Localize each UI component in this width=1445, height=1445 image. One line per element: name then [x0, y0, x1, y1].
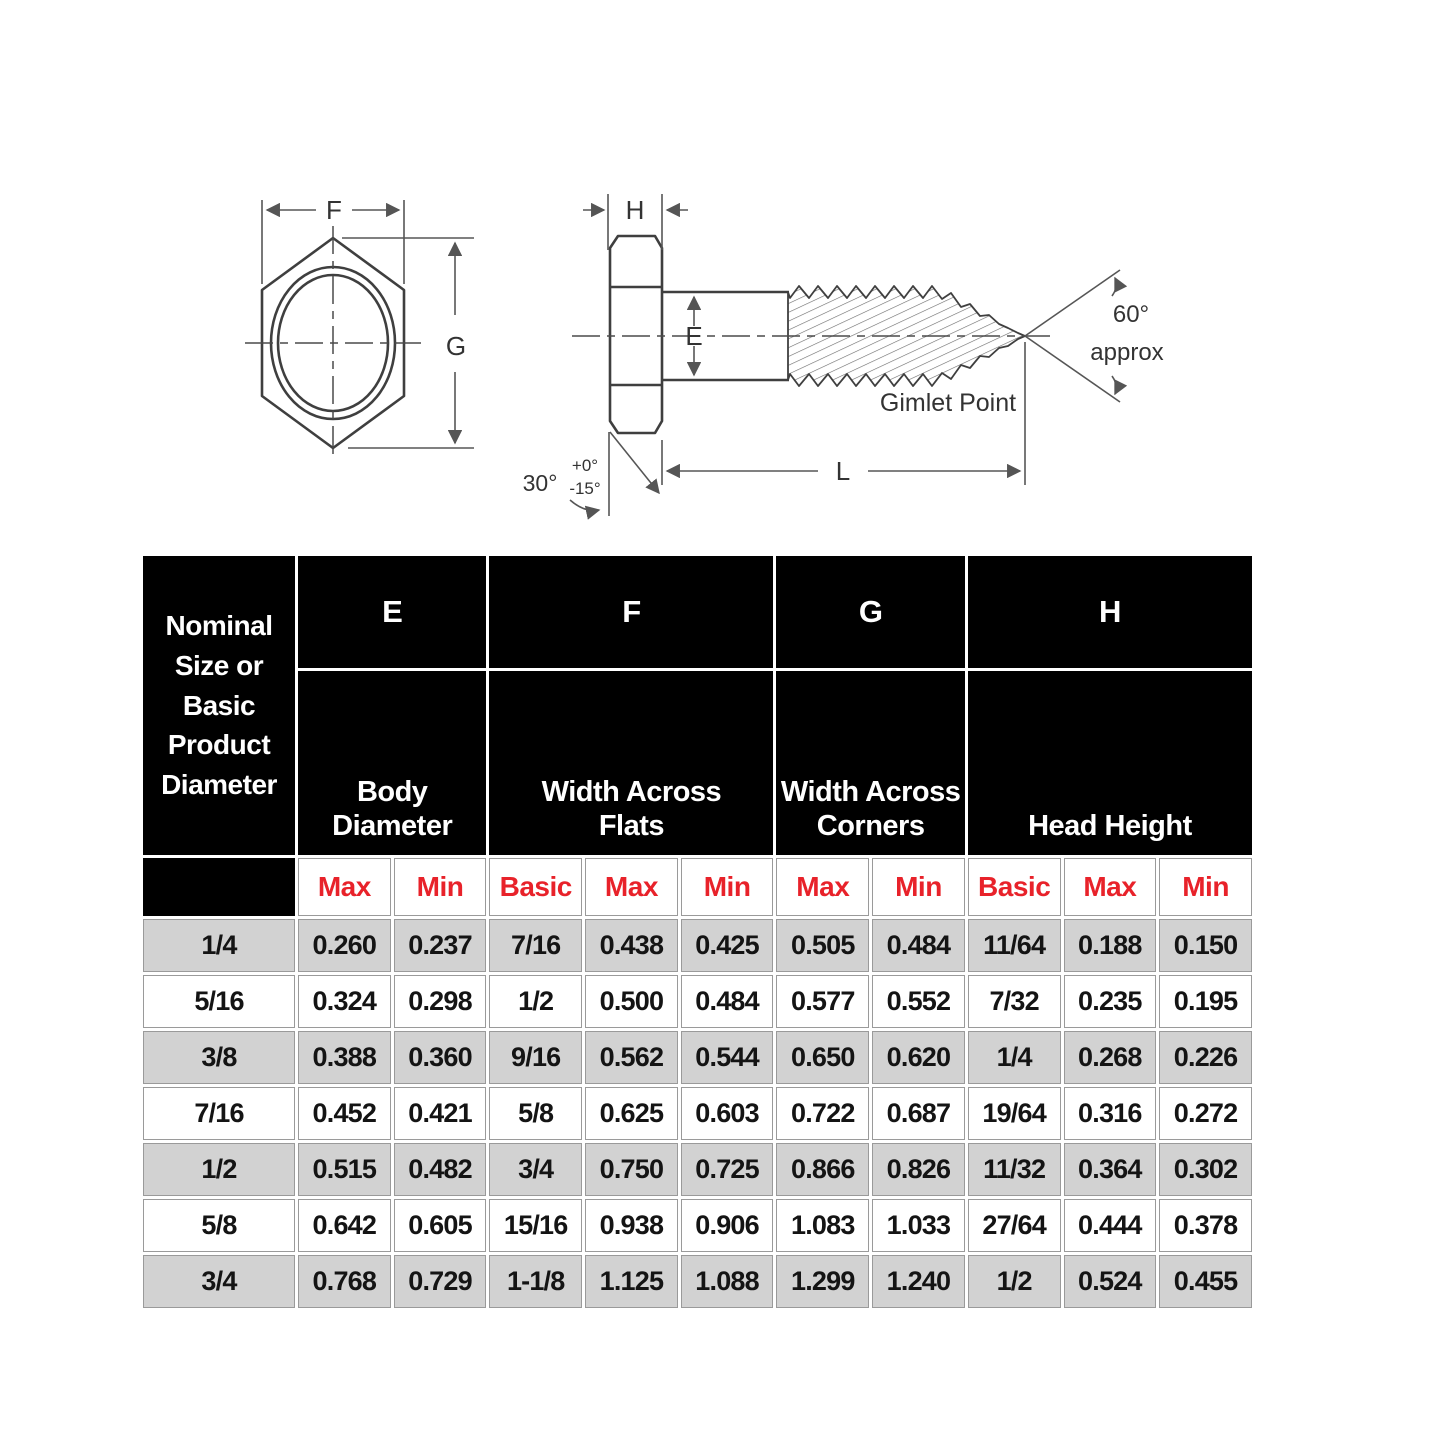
table-row: [143, 1143, 1252, 1196]
spec-cell: 0.484: [681, 975, 774, 1028]
spec-cell: 0.750: [585, 1143, 678, 1196]
spec-cell: 0.452: [298, 1087, 391, 1140]
spec-cell: 0.505: [776, 919, 869, 972]
group-letter-e: E: [298, 556, 486, 668]
size-cell: 3/4: [143, 1255, 295, 1308]
subheader-cell: Basic: [968, 858, 1061, 916]
size-cell: 7/16: [143, 1087, 295, 1140]
spec-cell: 1/4: [968, 1031, 1061, 1084]
spec-cell: 0.150: [1159, 919, 1252, 972]
spec-cell: 0.826: [872, 1143, 965, 1196]
spec-cell: 1.088: [681, 1255, 774, 1308]
subheader-cell: Max: [1064, 858, 1157, 916]
spec-cell: 1.240: [872, 1255, 965, 1308]
spec-cell: 7/16: [489, 919, 582, 972]
spec-cell: 0.302: [1159, 1143, 1252, 1196]
spec-cell: 0.364: [1064, 1143, 1157, 1196]
spec-cell: 0.603: [681, 1087, 774, 1140]
head-outline: [610, 236, 662, 433]
spec-cell: 0.906: [681, 1199, 774, 1252]
subheader-cell: Min: [394, 858, 487, 916]
spec-cell: 0.722: [776, 1087, 869, 1140]
table-row: [143, 1199, 1252, 1252]
spec-cell: 7/32: [968, 975, 1061, 1028]
approx-label: approx: [1090, 339, 1164, 366]
spec-cell: 0.524: [1064, 1255, 1157, 1308]
size-cell: 1/4: [143, 919, 295, 972]
spec-cell: 1.033: [872, 1199, 965, 1252]
f-dimension-label: F: [326, 195, 342, 225]
gimlet-point-label: Gimlet Point: [879, 389, 1017, 417]
spec-cell: 0.235: [1064, 975, 1157, 1028]
spec-cell: 0.268: [1064, 1031, 1157, 1084]
spec-cell: 0.625: [585, 1087, 678, 1140]
spec-cell: 0.515: [298, 1143, 391, 1196]
group-desc-head-height: Head Height: [968, 671, 1252, 855]
row-header: Nominal Size or Basic Product Diameter: [143, 556, 295, 855]
spec-cell: 1.125: [585, 1255, 678, 1308]
spec-cell: 27/64: [968, 1199, 1061, 1252]
group-letter-g: G: [776, 556, 964, 668]
table-row: [143, 975, 1252, 1028]
spec-cell: 0.425: [681, 919, 774, 972]
spec-cell: 0.687: [872, 1087, 965, 1140]
table-row: [143, 1031, 1252, 1084]
spec-cell: 0.484: [872, 919, 965, 972]
subheader-cell: Max: [298, 858, 391, 916]
spec-cell: 0.378: [1159, 1199, 1252, 1252]
spec-cell: 0.360: [394, 1031, 487, 1084]
angle-30-label: 30°: [522, 470, 558, 496]
h-dimension-label: H: [625, 195, 645, 225]
table-subheader-row: [143, 858, 1252, 916]
spec-cell: 0.866: [776, 1143, 869, 1196]
spec-cell: 0.195: [1159, 975, 1252, 1028]
spec-cell: 15/16: [489, 1199, 582, 1252]
spec-cell: 1.299: [776, 1255, 869, 1308]
table-row: [143, 1087, 1252, 1140]
spec-cell: 19/64: [968, 1087, 1061, 1140]
spec-cell: 0.324: [298, 975, 391, 1028]
spec-cell: 0.729: [394, 1255, 487, 1308]
lag-screw-technical-drawing: [0, 0, 1445, 553]
spec-cell: 0.500: [585, 975, 678, 1028]
spec-cell: 0.260: [298, 919, 391, 972]
spec-cell: 0.544: [681, 1031, 774, 1084]
spec-cell: 0.298: [394, 975, 487, 1028]
corner-cell: [143, 858, 295, 916]
spec-cell: 0.388: [298, 1031, 391, 1084]
spec-cell: 1-1/8: [489, 1255, 582, 1308]
subheader-cell: Min: [681, 858, 774, 916]
group-desc-width-across-corners: Width Across Corners: [776, 671, 964, 855]
spec-cell: 0.421: [394, 1087, 487, 1140]
spec-cell: 0.237: [394, 919, 487, 972]
group-letter-f: F: [489, 556, 773, 668]
g-dimension-label: G: [445, 331, 467, 361]
subheader-cell: Max: [585, 858, 678, 916]
spec-cell: 0.938: [585, 1199, 678, 1252]
subheader-cell: Basic: [489, 858, 582, 916]
table-header-letters: [143, 556, 1252, 668]
spec-cell: 0.768: [298, 1255, 391, 1308]
table-row: [143, 919, 1252, 972]
spec-cell: 0.188: [1064, 919, 1157, 972]
l-dimension-label: L: [835, 456, 851, 486]
spec-cell: 0.455: [1159, 1255, 1252, 1308]
tolerance-minus-label: -15°: [569, 479, 601, 498]
spec-cell: 0.620: [872, 1031, 965, 1084]
tolerance-plus-label: +0°: [571, 456, 599, 475]
subheader-cell: Min: [872, 858, 965, 916]
spec-cell: 1/2: [489, 975, 582, 1028]
spec-cell: 1.083: [776, 1199, 869, 1252]
spec-cell: 11/32: [968, 1143, 1061, 1196]
e-dimension-label: E: [685, 321, 703, 351]
spec-cell: 1/2: [968, 1255, 1061, 1308]
group-desc-body-diameter: Body Diameter: [298, 671, 486, 855]
spec-cell: 0.642: [298, 1199, 391, 1252]
spec-cell: 0.272: [1159, 1087, 1252, 1140]
group-letter-h: H: [968, 556, 1252, 668]
size-cell: 5/8: [143, 1199, 295, 1252]
group-desc-width-across-flats: Width Across Flats: [489, 671, 773, 855]
spec-cell: 0.226: [1159, 1031, 1252, 1084]
spec-cell: 3/4: [489, 1143, 582, 1196]
screw-side-view: [523, 194, 1164, 516]
spec-cell: 5/8: [489, 1087, 582, 1140]
dimension-spec-table: [140, 553, 1255, 1311]
spec-cell: 0.562: [585, 1031, 678, 1084]
hex-front-view: [245, 195, 474, 460]
spec-cell: 11/64: [968, 919, 1061, 972]
spec-cell: 0.438: [585, 919, 678, 972]
size-cell: 5/16: [143, 975, 295, 1028]
angle-60-label: 60°: [1112, 301, 1150, 328]
spec-cell: 0.444: [1064, 1199, 1157, 1252]
spec-cell: 9/16: [489, 1031, 582, 1084]
spec-cell: 0.725: [681, 1143, 774, 1196]
spec-cell: 0.482: [394, 1143, 487, 1196]
spec-cell: 0.577: [776, 975, 869, 1028]
subheader-cell: Min: [1159, 858, 1252, 916]
spec-cell: 0.605: [394, 1199, 487, 1252]
spec-cell: 0.316: [1064, 1087, 1157, 1140]
spec-cell: 0.552: [872, 975, 965, 1028]
table-header-descriptions: [143, 671, 1252, 855]
size-cell: 1/2: [143, 1143, 295, 1196]
spec-cell: 0.650: [776, 1031, 869, 1084]
subheader-cell: Max: [776, 858, 869, 916]
table-row: [143, 1255, 1252, 1308]
size-cell: 3/8: [143, 1031, 295, 1084]
